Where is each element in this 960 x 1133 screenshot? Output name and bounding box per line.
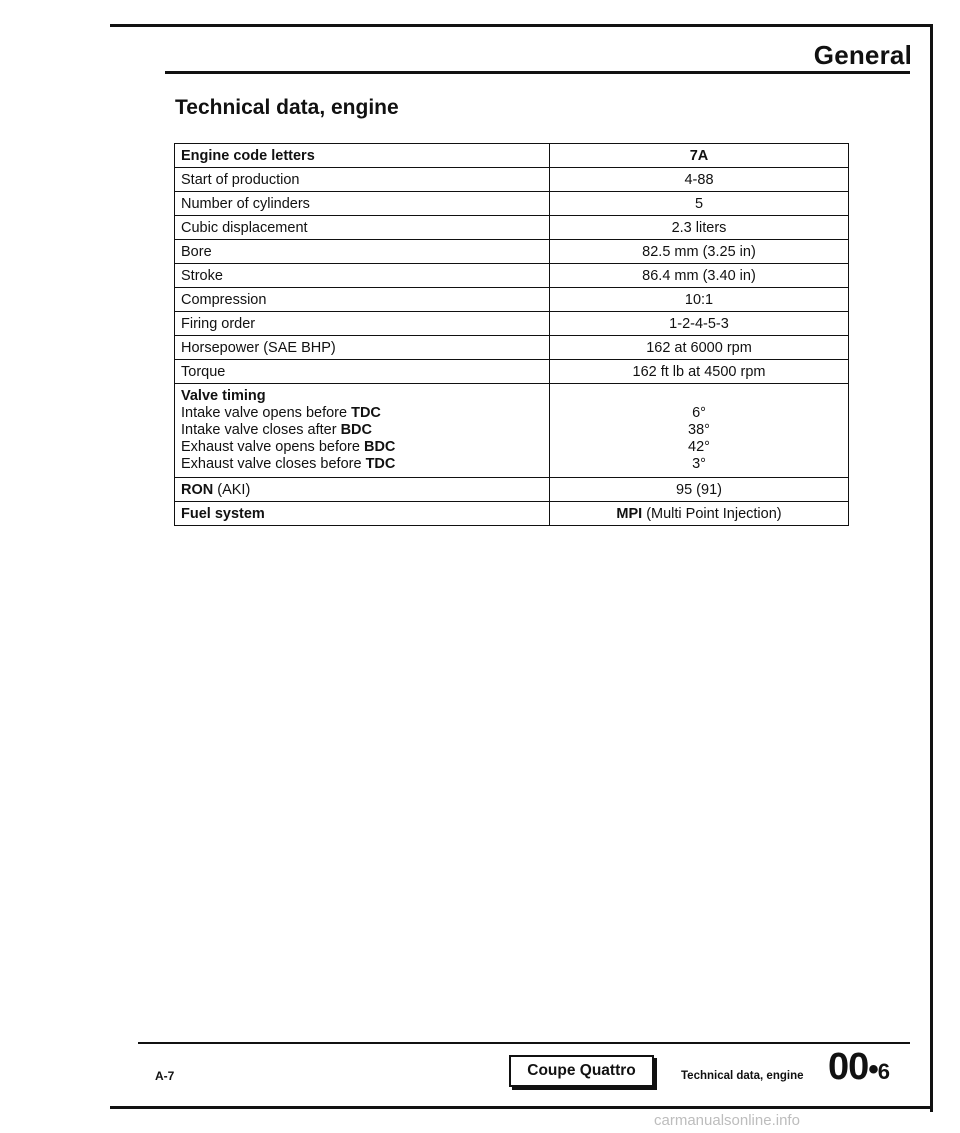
row-label: Bore xyxy=(175,240,550,264)
valve-event-point: TDC xyxy=(351,405,381,421)
valve-timing-values xyxy=(550,384,849,478)
valve-event-text: Intake valve closes after xyxy=(181,422,341,438)
table-row xyxy=(175,478,849,502)
table-row xyxy=(175,168,849,192)
frame-top-rule xyxy=(110,24,932,27)
row-label: Cubic displacement xyxy=(175,216,550,240)
section-page: 6 xyxy=(877,1059,891,1084)
page-title: Technical data, engine xyxy=(175,96,399,119)
valve-event-point: BDC xyxy=(340,422,372,438)
table-row xyxy=(175,502,849,526)
fuel-system-value xyxy=(550,502,849,526)
valve-timing-heading: Valve timing xyxy=(181,388,266,404)
frame-bottom-rule xyxy=(110,1106,932,1109)
valve-timing-value: 6° xyxy=(692,405,706,421)
valve-timing-line xyxy=(181,405,543,422)
table-row xyxy=(175,192,849,216)
table-row xyxy=(175,360,849,384)
valve-timing-value: 38° xyxy=(688,422,710,438)
section-number: 00 xyxy=(828,1046,869,1088)
frame-right-rule xyxy=(930,24,933,1112)
header-rule xyxy=(165,71,910,74)
ron-label-rest: (AKI) xyxy=(213,481,251,498)
footer-caption: Technical data, engine xyxy=(681,1070,804,1082)
ron-label-bold: RON xyxy=(181,481,214,498)
valve-timing-value: 42° xyxy=(688,439,710,455)
row-value: 1-2-4-5-3 xyxy=(550,312,849,336)
row-label: Number of cylinders xyxy=(175,192,550,216)
table-row xyxy=(175,336,849,360)
row-value: 7A xyxy=(550,144,849,168)
section-dot: • xyxy=(868,1053,878,1086)
footer-rule xyxy=(138,1042,910,1044)
row-label: Horsepower (SAE BHP) xyxy=(175,336,550,360)
model-badge: Coupe Quattro xyxy=(509,1055,654,1087)
row-label: Stroke xyxy=(175,264,550,288)
valve-event-point: BDC xyxy=(363,439,396,455)
row-value: 162 ft lb at 4500 rpm xyxy=(550,360,849,384)
section-page-number xyxy=(828,1046,890,1089)
row-value: 82.5 mm (3.25 in) xyxy=(550,240,849,264)
valve-timing-value: 3° xyxy=(692,456,706,472)
table-row xyxy=(175,264,849,288)
table-row xyxy=(175,216,849,240)
engine-spec-table xyxy=(174,143,849,526)
fuel-system-abbrev: MPI xyxy=(616,505,643,522)
watermark: carmanualsonline.info xyxy=(654,1112,800,1129)
valve-event-point: TDC xyxy=(365,456,396,472)
row-label: Torque xyxy=(175,360,550,384)
row-label: Start of production xyxy=(175,168,550,192)
valve-event-text: Exhaust valve closes before xyxy=(181,456,366,472)
table-row xyxy=(175,240,849,264)
table-row xyxy=(175,144,849,168)
spec-table-body xyxy=(175,144,849,526)
fuel-system-desc: (Multi Point Injection) xyxy=(642,505,782,522)
valve-timing-labels xyxy=(175,384,550,478)
page-reference: A-7 xyxy=(155,1069,175,1083)
valve-timing-line xyxy=(181,456,543,473)
row-value: 2.3 liters xyxy=(550,216,849,240)
row-value: 5 xyxy=(550,192,849,216)
valve-timing-line xyxy=(181,439,543,456)
fuel-system-label: Fuel system xyxy=(175,502,550,526)
valve-timing-row xyxy=(175,384,849,478)
valve-event-text: Exhaust valve opens before xyxy=(181,439,364,455)
row-label: Engine code letters xyxy=(175,144,550,168)
table-row xyxy=(175,312,849,336)
row-value: 162 at 6000 rpm xyxy=(550,336,849,360)
row-value: 86.4 mm (3.40 in) xyxy=(550,264,849,288)
ron-value: 95 (91) xyxy=(550,478,849,502)
table-row xyxy=(175,288,849,312)
valve-timing-spacer xyxy=(556,388,842,405)
ron-label xyxy=(175,478,550,502)
row-value: 10:1 xyxy=(550,288,849,312)
valve-timing-line xyxy=(181,422,543,439)
row-label: Firing order xyxy=(175,312,550,336)
row-label: Compression xyxy=(175,288,550,312)
valve-event-text: Intake valve opens before xyxy=(181,405,352,421)
row-value: 4-88 xyxy=(550,168,849,192)
section-header: General xyxy=(813,40,912,70)
